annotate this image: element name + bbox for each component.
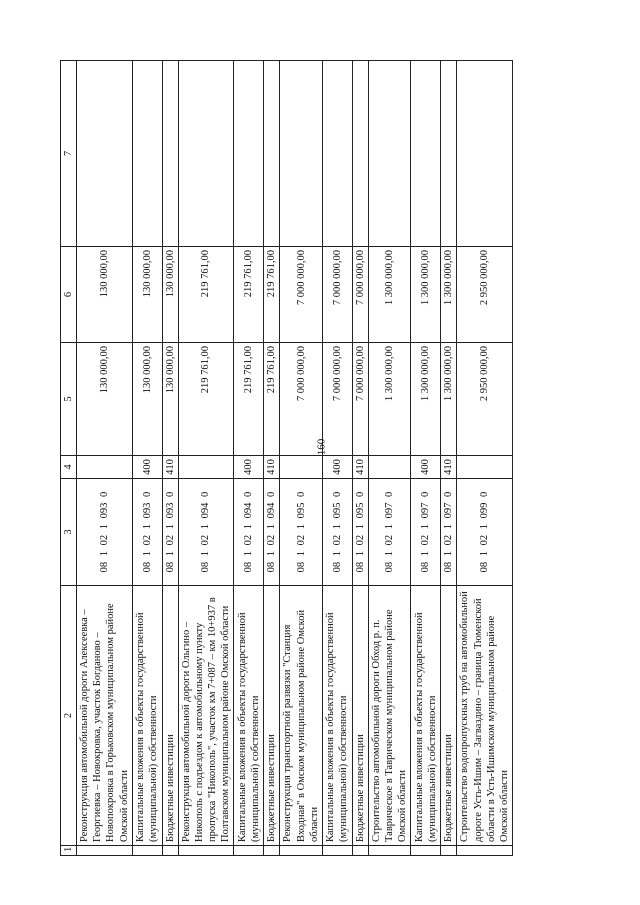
amount-col6-cell: 7 000 000,00 xyxy=(352,247,368,343)
expense-type-cell: 410 xyxy=(441,456,457,479)
col7-cell xyxy=(178,61,234,247)
expense-type-cell xyxy=(77,456,133,479)
row-index-cell xyxy=(280,846,322,856)
amount-col6-cell: 219 761,00 xyxy=(264,247,280,343)
table-row xyxy=(322,61,352,856)
amount-col6-cell: 219 761,00 xyxy=(178,247,234,343)
col7-cell xyxy=(457,61,513,247)
budget-table-sheet xyxy=(60,61,575,856)
expense-type-cell: 400 xyxy=(322,456,352,479)
column-header: 4 xyxy=(61,456,77,479)
row-index-cell xyxy=(368,846,410,856)
col7-cell xyxy=(280,61,322,247)
amount-col5-cell: 1 300 000,00 xyxy=(368,343,410,456)
amount-col6-cell: 130 000,00 xyxy=(162,247,178,343)
expense-type-cell: 400 xyxy=(234,456,264,479)
table-row xyxy=(234,61,264,856)
amount-col5-cell: 7 000 000,00 xyxy=(322,343,352,456)
col7-cell xyxy=(368,61,410,247)
table-row xyxy=(132,61,162,856)
item-name-cell: Бюджетные инвестиции xyxy=(441,586,457,846)
row-index-cell xyxy=(264,846,280,856)
column-header: 6 xyxy=(61,247,77,343)
page-number: 160 xyxy=(315,438,328,456)
column-header: 5 xyxy=(61,343,77,456)
row-index-cell xyxy=(457,846,513,856)
table-row xyxy=(264,61,280,856)
item-name-cell: Бюджетные инвестиции xyxy=(162,586,178,846)
amount-col6-cell: 1 300 000,00 xyxy=(441,247,457,343)
amount-col6-cell: 1 300 000,00 xyxy=(411,247,441,343)
row-index-cell xyxy=(322,846,352,856)
column-header: 1 xyxy=(61,846,77,856)
table-row xyxy=(77,61,133,856)
amount-col6-cell: 130 000,00 xyxy=(77,247,133,343)
target-code-cell: 08 1 02 1 097 0 xyxy=(411,479,441,586)
column-header: 7 xyxy=(61,61,77,247)
expense-type-cell: 410 xyxy=(264,456,280,479)
table-header-row xyxy=(61,61,77,856)
amount-col5-cell: 7 000 000,00 xyxy=(352,343,368,456)
amount-col6-cell: 1 300 000,00 xyxy=(368,247,410,343)
col7-cell xyxy=(234,61,264,247)
item-name-cell: Реконструкция транспортной развязки "Станция Входная" в Омском муниципальном районе Омской области xyxy=(280,586,322,846)
amount-col5-cell: 130 000,00 xyxy=(162,343,178,456)
expense-type-cell xyxy=(280,456,322,479)
table-row xyxy=(352,61,368,856)
amount-col5-cell: 130 000,00 xyxy=(132,343,162,456)
target-code-cell: 08 1 02 1 095 0 xyxy=(322,479,352,586)
amount-col6-cell: 219 761,00 xyxy=(234,247,264,343)
table-body xyxy=(77,61,513,856)
amount-col5-cell: 1 300 000,00 xyxy=(441,343,457,456)
amount-col5-cell: 130 000,00 xyxy=(77,343,133,456)
amount-col6-cell: 7 000 000,00 xyxy=(322,247,352,343)
row-index-cell xyxy=(441,846,457,856)
col7-cell xyxy=(322,61,352,247)
expense-type-cell xyxy=(368,456,410,479)
row-index-cell xyxy=(162,846,178,856)
row-index-cell xyxy=(411,846,441,856)
target-code-cell: 08 1 02 1 093 0 xyxy=(132,479,162,586)
col7-cell xyxy=(132,61,162,247)
table-row xyxy=(178,61,234,856)
column-header: 3 xyxy=(61,479,77,586)
row-index-cell xyxy=(132,846,162,856)
col7-cell xyxy=(441,61,457,247)
amount-col5-cell: 2 950 000,00 xyxy=(457,343,513,456)
amount-col5-cell: 219 761,00 xyxy=(234,343,264,456)
item-name-cell: Реконструкция автомобильной дороги Алексеевка – Георгиевка – Новокровка, участок Богданово – Новопокровка в Горьковском муниципальном районе Омской области xyxy=(77,586,133,846)
target-code-cell: 08 1 02 1 099 0 xyxy=(457,479,513,586)
item-name-cell: Капитальные вложения в объекты государственной (муниципальной) собственности xyxy=(322,586,352,846)
table-row xyxy=(457,61,513,856)
expense-type-cell xyxy=(457,456,513,479)
item-name-cell: Капитальные вложения в объекты государственной (муниципальной) собственности xyxy=(411,586,441,846)
expense-type-cell xyxy=(178,456,234,479)
table-row xyxy=(368,61,410,856)
col7-cell xyxy=(77,61,133,247)
table-row xyxy=(441,61,457,856)
budget-table xyxy=(60,60,513,856)
col7-cell xyxy=(352,61,368,247)
expense-type-cell: 400 xyxy=(132,456,162,479)
amount-col6-cell: 7 000 000,00 xyxy=(280,247,322,343)
expense-type-cell: 410 xyxy=(162,456,178,479)
item-name-cell: Строительство автомобильной дороги Обход р. п. Таврическое в Таврическом муниципальном районе Омской области xyxy=(368,586,410,846)
target-code-cell: 08 1 02 1 093 0 xyxy=(162,479,178,586)
target-code-cell: 08 1 02 1 095 0 xyxy=(352,479,368,586)
table-row xyxy=(162,61,178,856)
target-code-cell: 08 1 02 1 094 0 xyxy=(178,479,234,586)
item-name-cell: Бюджетные инвестиции xyxy=(264,586,280,846)
target-code-cell: 08 1 02 1 094 0 xyxy=(264,479,280,586)
expense-type-cell: 410 xyxy=(352,456,368,479)
col7-cell xyxy=(162,61,178,247)
target-code-cell: 08 1 02 1 097 0 xyxy=(441,479,457,586)
target-code-cell: 08 1 02 1 097 0 xyxy=(368,479,410,586)
amount-col6-cell: 2 950 000,00 xyxy=(457,247,513,343)
row-index-cell xyxy=(352,846,368,856)
item-name-cell: Строительство водопропускных труб на автомобильной дороге Усть-Ишим – Загваздино – граница Тюменской области в Усть-Ишимском муниципальном районе Омской области xyxy=(457,586,513,846)
target-code-cell: 08 1 02 1 095 0 xyxy=(280,479,322,586)
amount-col6-cell: 130 000,00 xyxy=(132,247,162,343)
row-index-cell xyxy=(234,846,264,856)
item-name-cell: Реконструкция автомобильной дороги Ольгино – Никополь с подъездом к автомобильному пункту пропуска "Никополь", участок км 7+087 – км 10+937 в Полтавском муниципальном районе Омской области xyxy=(178,586,234,846)
col7-cell xyxy=(264,61,280,247)
expense-type-cell: 400 xyxy=(411,456,441,479)
item-name-cell: Капитальные вложения в объекты государственной (муниципальной) собственности xyxy=(234,586,264,846)
table-row xyxy=(280,61,322,856)
row-index-cell xyxy=(178,846,234,856)
amount-col5-cell: 7 000 000,00 xyxy=(280,343,322,456)
amount-col5-cell: 219 761,00 xyxy=(264,343,280,456)
item-name-cell: Бюджетные инвестиции xyxy=(352,586,368,846)
row-index-cell xyxy=(77,846,133,856)
target-code-cell: 08 1 02 1 094 0 xyxy=(234,479,264,586)
amount-col5-cell: 219 761,00 xyxy=(178,343,234,456)
column-header: 2 xyxy=(61,586,77,846)
table-row xyxy=(411,61,441,856)
amount-col5-cell: 1 300 000,00 xyxy=(411,343,441,456)
col7-cell xyxy=(411,61,441,247)
item-name-cell: Капитальные вложения в объекты государственной (муниципальной) собственности xyxy=(132,586,162,846)
target-code-cell: 08 1 02 1 093 0 xyxy=(77,479,133,586)
